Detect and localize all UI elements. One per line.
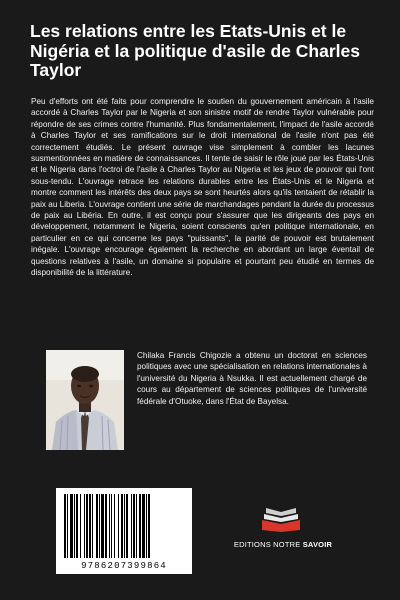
barcode-bar xyxy=(92,494,93,558)
barcode-bar xyxy=(67,494,68,558)
barcode-bar xyxy=(105,494,107,558)
barcode-bar xyxy=(80,494,81,558)
barcode-bar xyxy=(146,494,147,558)
barcode-bar xyxy=(131,494,132,558)
barcode-bar xyxy=(86,494,88,558)
barcode-bar xyxy=(76,494,78,558)
barcode-bar xyxy=(74,494,75,558)
author-photo xyxy=(46,350,124,450)
barcode-bar xyxy=(99,494,100,558)
barcode-bar xyxy=(114,494,115,558)
isbn-barcode xyxy=(56,488,192,574)
barcode-bar xyxy=(126,494,128,558)
barcode-bar xyxy=(64,494,66,558)
barcode-bar xyxy=(118,494,119,558)
book-summary: Peu d'efforts ont été faits pour comprendre le soutien du gouvernement américain à l'asile accordé à Charles Taylor par le Nigeria et son sinistre motif de rendre Taylor vulnérable pour répondre de ses crimes contre l'humanité. Plus fondamentalement, l'impact de l'asile accordé à Charles Taylor et ses ramifications sur le droit international de l'asile n'ont pas été correctement étudiés. Le présent ouvrage vise simplement à combler les lacunes susmentionnées en matière de connaissances. Il tente de saisir le rôle joué par les États-Unis et le Nigeria dans l'octroi de l'asile à Charles Taylor au Nigeria et les jeux de pouvoir qui l'ont sous-tendu. L'ouvrage retrace les relations durables entre les États-Unis et le Nigeria et montre comment les intérêts des deux pays se sont heurtés alors qu'ils tentaient de rétablir la paix au Liberia. L'ouvrage contient une série de marchandages pendant la durée du processus de paix au Libéria. En outre, il est conçu pour s'assurer que les dirigeants des pays en développement, notamment le Nigeria, soient conscients qu'en politique internationale, en particulier en ce qui concerne les pays "puissants", la parité de pouvoir est brutalement inégale. L'ouvrage encourage également la recherche en abordant un large éventail de questions relatives à l'asile, un domaine si populaire et pourtant peu étudié en termes de disponibilité de la littérature. xyxy=(31,97,374,278)
barcode-bar xyxy=(89,494,91,558)
publisher-name xyxy=(228,540,338,549)
barcode-bar xyxy=(101,494,104,558)
barcode-bar xyxy=(109,494,110,558)
book-title: Les relations entre les Etats-Unis et le Nigéria et la politique d'asile de Charles Taylor xyxy=(30,21,360,80)
publisher-name-bold: SAVOIR xyxy=(302,540,333,549)
barcode-bar xyxy=(96,494,98,558)
barcode-bar xyxy=(111,494,112,558)
barcode-bar xyxy=(124,494,125,558)
isbn-number: 9786207399864 xyxy=(81,561,167,571)
author-bio: Chilaka Francis Chigozie a obtenu un doctorat en sciences politiques avec une spécialisation en relations internationales à l'université du Nigeria à Nsukka. Il est actuellement chargé de cours au département de sciences politiques de l'université fédérale d'Otuoke, dans l'État de Bayelsa. xyxy=(137,351,367,406)
barcode-bar xyxy=(139,494,141,558)
barcode-bar xyxy=(142,494,145,558)
publisher-logo-icon xyxy=(260,504,302,532)
barcode-bar xyxy=(121,494,123,558)
barcode-bar xyxy=(133,494,135,558)
publisher-name-prefix: EDITIONS NOTRE xyxy=(233,540,303,549)
barcode-bar xyxy=(70,494,73,558)
barcode-bar xyxy=(148,494,150,558)
barcode-bar xyxy=(136,494,137,558)
barcode-bar xyxy=(84,494,85,558)
